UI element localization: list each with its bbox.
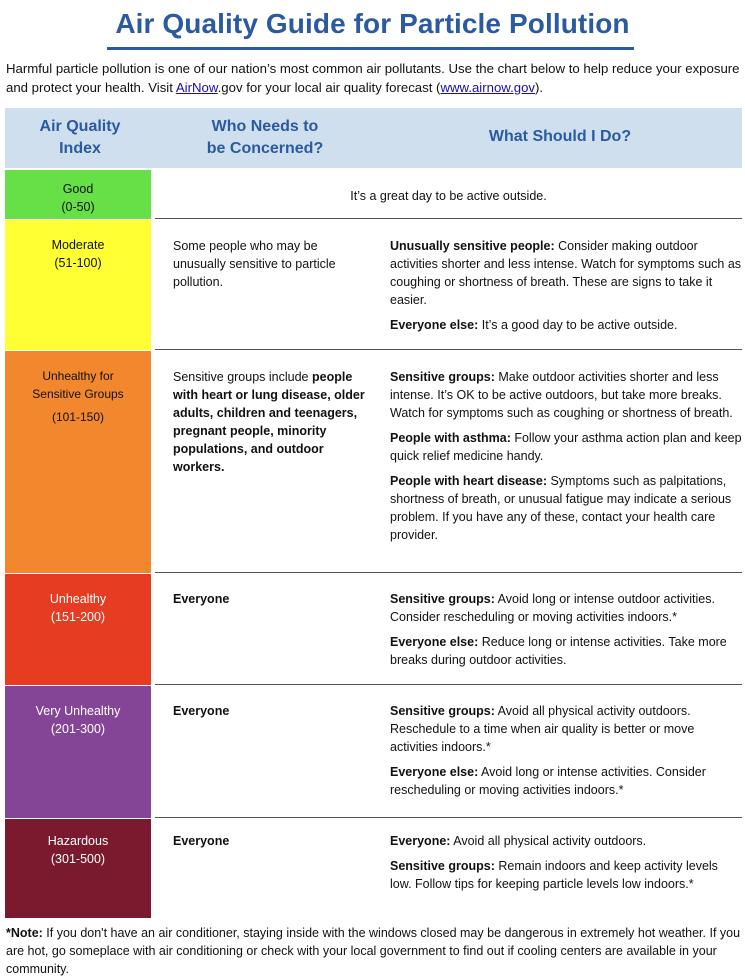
advice-label: Sensitive groups: [390, 859, 495, 873]
airnow-link[interactable]: AirNow [175, 79, 218, 95]
what-text [390, 702, 742, 806]
advice-label: Everyone else: [390, 765, 479, 779]
advice-paragraph [390, 472, 742, 544]
table-row-hazardous [5, 819, 742, 918]
advice-text: Consider making outdoor activities shorter and less intense. Watch for symptoms such as coughing or shortness of breath. These are signs to take it easier. [390, 239, 742, 307]
advice-text: It’s a good day to be active outside. [478, 318, 678, 332]
who-text: Some people who may be unusually sensitive to particle pollution. [173, 239, 336, 289]
advice-paragraph [390, 368, 742, 422]
aqi-name: Unhealthy [49, 592, 107, 606]
header-what: What Should I Do? [488, 128, 632, 145]
advice-label: People with asthma: [390, 431, 511, 445]
title-underline [107, 47, 634, 50]
table-row-moderate [5, 220, 742, 350]
aqi-category-moderate [5, 220, 151, 350]
footnote-text: If you don't have an air conditioner, staying inside with the windows closed may be dangerous in extremely hot weather. If you are hot, go someplace with air conditioning or check with your local government to find out if cooling centers are available in your community. [6, 926, 741, 976]
advice-text: Avoid all physical activity outdoors. [450, 834, 647, 848]
aqi-range: (301-500) [50, 852, 106, 866]
what-text [390, 237, 742, 341]
header-aqi-line1: Air Quality [39, 118, 121, 135]
table-row-usg [5, 351, 742, 573]
header-who-line1: Who Needs to [211, 118, 319, 135]
advice-paragraph [390, 590, 742, 626]
aqi-range: (201-300) [50, 722, 106, 736]
aqi-name: Hazardous [47, 834, 109, 848]
advice-label: Everyone else: [390, 635, 479, 649]
who-text: Everyone [173, 704, 230, 718]
aqi-name: Good [62, 182, 94, 196]
airnow-url-link[interactable]: www.airnow.gov [440, 79, 536, 95]
aqi-range: (101-150) [51, 410, 105, 424]
aqi-range: (51-100) [54, 256, 102, 270]
table-row-very-unhealthy [5, 686, 742, 818]
advice-text: Avoid long or intense outdoor activities. Consider rescheduling or moving activities indoors.* [390, 592, 715, 624]
who-bold: people with heart or lung disease, older adults, children and teenagers, pregnant people, minority populations, and outdoor workers. [173, 370, 365, 474]
intro-text-1: Harmful particle pollution is one of our nation’s most common air pollutants. Use the chart below to help reduce your exposure and protect your health. Visit [6, 61, 740, 95]
aqi-category-very-unhealthy [5, 686, 151, 818]
what-text [390, 832, 742, 900]
header-who-line2: be Concerned? [206, 140, 324, 157]
who-plain: Sensitive groups include [173, 370, 312, 384]
aqi-category-usg [5, 351, 151, 573]
table-header [5, 108, 742, 168]
aqi-name: Very Unhealthy [35, 704, 121, 718]
advice-paragraph [390, 316, 742, 334]
intro-paragraph [6, 60, 741, 97]
row-divider [155, 684, 742, 685]
table-row-good [5, 170, 742, 219]
advice-text: Avoid all physical activity outdoors. Reschedule to a time when air quality is better or move activities indoors.* [390, 704, 695, 754]
advice-paragraph [390, 633, 742, 669]
aqi-name: Moderate [51, 238, 105, 252]
advice-paragraph [390, 857, 742, 893]
row-divider [155, 572, 742, 573]
advice-paragraph [390, 702, 742, 756]
aqi-category-unhealthy [5, 574, 151, 685]
advice-text: Follow your asthma action plan and keep quick relief medicine handy. [390, 431, 742, 463]
aqi-category-hazardous [5, 819, 151, 918]
advice-text: Remain indoors and keep activity levels low. Follow tips for keeping particle levels low indoors.* [390, 859, 718, 891]
aqi-range: (151-200) [50, 610, 106, 624]
who-text: Everyone [173, 592, 230, 606]
footnote [6, 924, 741, 978]
advice-label: Sensitive groups: [390, 592, 495, 606]
page-title: Air Quality Guide for Particle Pollution [115, 8, 630, 39]
aqi-name-line2: Sensitive Groups [32, 387, 124, 401]
advice-label: Unusually sensitive people: [390, 239, 555, 253]
advice-paragraph [390, 763, 742, 799]
row-divider [155, 218, 742, 219]
advice-label: People with heart disease: [390, 474, 547, 488]
aqi-name: Unhealthy for [42, 369, 114, 383]
advice-text: Make outdoor activities shorter and less intense. It’s OK to be active outdoors, but take more breaks. Watch for symptoms such as coughing or shortness of breath. [390, 370, 733, 420]
advice-text: Reduce long or intense activities. Take more breaks during outdoor activities. [390, 635, 727, 667]
who-text [173, 368, 373, 476]
advice-text: Avoid long or intense activities. Consider rescheduling or moving activities indoors.* [390, 765, 706, 797]
row-divider [155, 817, 742, 818]
aqi-category-good [5, 170, 151, 219]
what-text [390, 368, 742, 551]
intro-text-2: .gov for your local air quality forecast ( [217, 79, 441, 95]
advice-paragraph [390, 429, 742, 465]
what-text [390, 590, 742, 676]
advice-label: Sensitive groups: [390, 704, 495, 718]
aqi-range: (0-50) [61, 200, 95, 214]
header-who [165, 116, 365, 160]
good-message: It’s a great day to be active outside. [350, 189, 547, 203]
advice-paragraph [390, 832, 742, 850]
advice-label: Everyone else: [390, 318, 479, 332]
row-divider [155, 349, 742, 350]
intro-text-3: ). [535, 79, 544, 95]
table-row-unhealthy [5, 574, 742, 685]
footnote-label: *Note: [6, 926, 43, 940]
advice-paragraph [390, 237, 742, 309]
header-aqi-line2: Index [59, 140, 101, 157]
advice-label: Sensitive groups: [390, 370, 495, 384]
who-text: Everyone [173, 834, 230, 848]
header-aqi [5, 116, 155, 160]
advice-label: Everyone: [390, 834, 451, 848]
advice-text: Symptoms such as palpitations, shortness of breath, or unusual fatigue may indicate a serious problem. If you have any of these, contact your health care provider. [390, 474, 732, 542]
